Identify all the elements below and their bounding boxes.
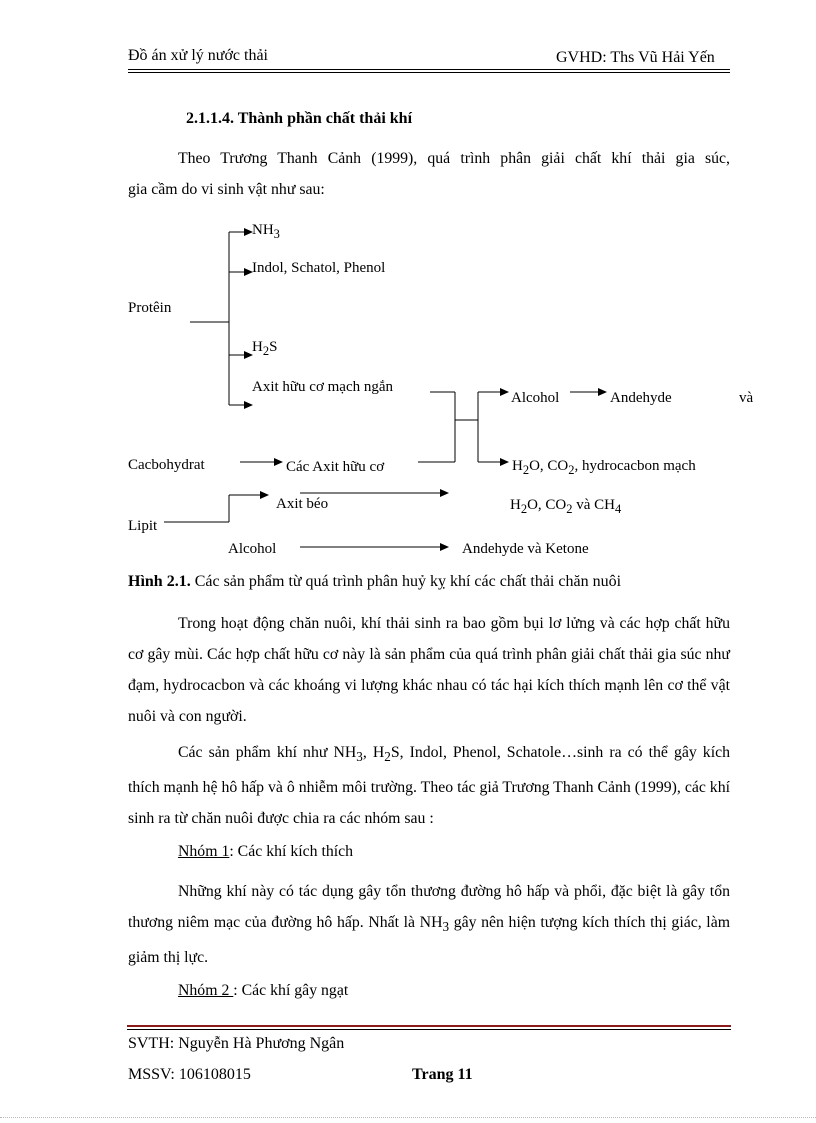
group-2-title: Nhóm 2 : Các khí gây ngạt — [178, 982, 349, 999]
page-number: Trang 11 — [412, 1066, 473, 1083]
label-alcohol-2: Alcohol — [228, 541, 277, 557]
group-1-title: Nhóm 1: Các khí kích thích — [178, 843, 354, 860]
page-edge — [0, 1117, 816, 1118]
label-cacbohydrat: Cacbohydrat — [128, 457, 205, 473]
label-andehyde-ketone: Andehyde và Ketone — [462, 541, 589, 557]
label-h2s: $H_2S$ — [252, 339, 278, 358]
label-axit-ngan: Axit hữu cơ mạch ngắn — [252, 379, 394, 395]
footer-rule-red — [127, 1025, 731, 1027]
header-right: GVHD: Ths Vũ Hải Yến — [556, 49, 715, 66]
label-cac-axit: Các Axit hữu cơ — [286, 459, 385, 475]
paragraph-2: Các sản phẩm khí như $NH_3$, $H_2S$, Indol, Phenol, Schatole…sinh ra có thể gây kích thích mạnh hệ hô hấp và ô nhiễm môi trường. Theo tác giả Trương Thanh Cảnh (1999), các khí sinh ra từ chăn nuôi được chia ra các nhóm sau : — [128, 744, 730, 828]
label-gases: $H_2O$, $CO_2$ và $CH_4$ — [510, 497, 622, 516]
label-axit-beo: Axit béo — [276, 496, 329, 512]
figure-caption: Hình 2.1. Các sản phẩm từ quá trình phân huỷ kỵ khí các chất thải chăn nuôi — [128, 573, 622, 590]
label-lipit: Lipit — [128, 518, 158, 534]
footer-rule-black — [127, 1029, 731, 1030]
intro-line-2: gia cầm do vi sinh vật như sau: — [128, 181, 325, 198]
label-va: và — [739, 390, 754, 406]
header-left: Đồ án xử lý nước thải — [128, 47, 268, 64]
intro-line-1: Theo Trương Thanh Cảnh (1999), quá trình phân giải chất khí thải gia súc, — [178, 150, 730, 167]
label-indol: Indol, Schatol, Phenol — [252, 260, 386, 276]
label-alcohol-1: Alcohol — [511, 390, 560, 406]
footer-mssv: MSSV: 106108015 — [128, 1066, 251, 1083]
section-heading: 2.1.1.4. Thành phần chất thải khí — [186, 110, 413, 127]
footer-svth: SVTH: Nguyễn Hà Phương Ngân — [128, 1035, 345, 1052]
label-andehyde-1: Andehyde — [610, 390, 672, 406]
label-protein: Protêin — [128, 300, 172, 316]
paragraph-1: Trong hoạt động chăn nuôi, khí thải sinh ra bao gồm bụi lơ lửng và các hợp chất hữu cơ gây mùi. Các hợp chất hữu cơ này là sản phẩm của quá trình phân giải chất thải gia súc như đạm, hydrocacbon và các khoáng vi lượng khác nhau có tác hại kích thích mạnh lên cơ thể vật nuôi và con người. — [128, 615, 730, 725]
label-nh3: $NH_3$ — [252, 222, 280, 241]
label-products: $H_2O$, $CO_2$, hydrocacbon mạch — [512, 458, 696, 477]
paragraph-3: Những khí này có tác dụng gây tổn thương đường hô hấp và phổi, đặc biệt là gây tổn thương niêm mạc của đường hô hấp. Nhất là $NH_3$ gây nên hiện tượng kích thích thị giác, làm giảm thị lực. — [128, 883, 730, 967]
